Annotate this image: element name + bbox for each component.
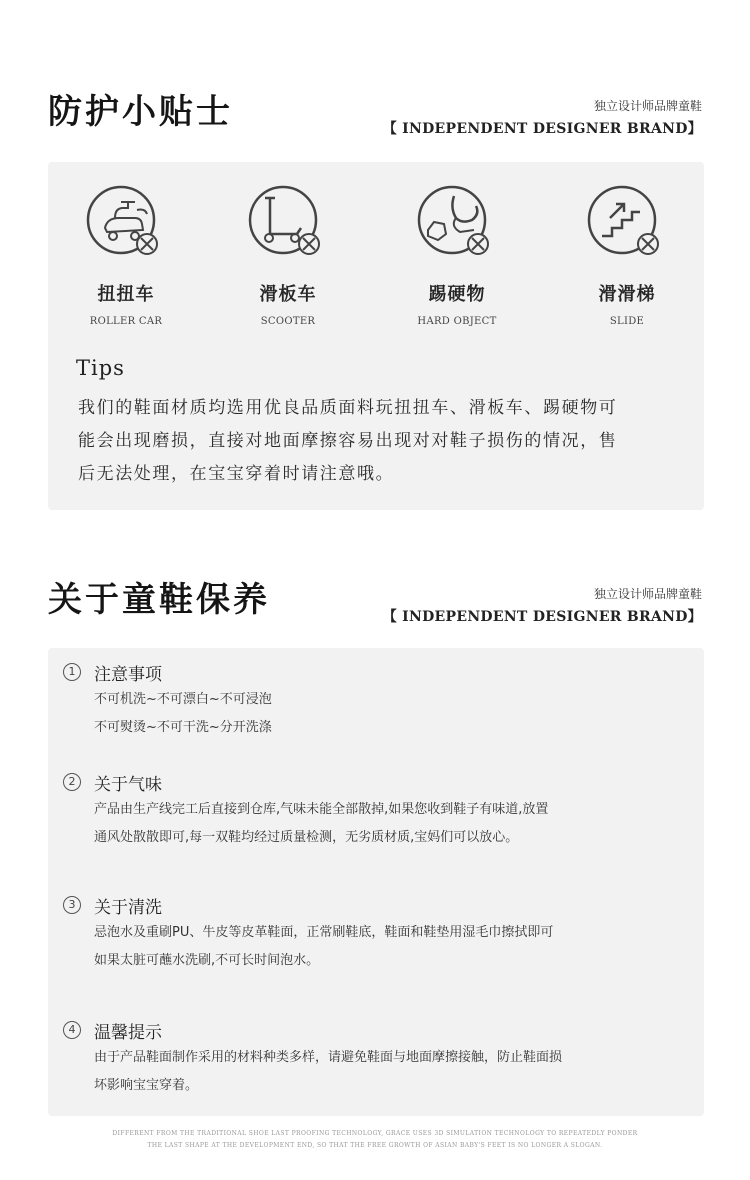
scooter-icon — [247, 184, 329, 266]
care-number: 1 — [63, 663, 81, 681]
footer-text — [0, 1128, 750, 1152]
care-body — [94, 1044, 674, 1100]
care-line: 忌泡水及重刷PU、牛皮等皮革鞋面，正常刷鞋底，鞋面和鞋垫用湿毛巾擦拭即可 — [94, 925, 554, 940]
icon-label-en: ROLLER CAR — [89, 316, 163, 327]
care-number: 4 — [63, 1021, 81, 1039]
brand-en: 【 INDEPENDENT DESIGNER BRAND】 — [382, 609, 702, 625]
icon-item-roller-car — [51, 184, 201, 327]
icon-label-en: SLIDE — [609, 316, 645, 327]
icon-label-cn: 扭扭车 — [97, 284, 155, 305]
brand-cn: 独立设计师品牌童鞋 — [593, 587, 702, 601]
care-body — [94, 686, 674, 742]
icon-item-scooter — [213, 184, 363, 327]
hard-object-icon — [416, 184, 498, 266]
tips-body — [78, 392, 684, 491]
tips-heading: Tips — [76, 356, 125, 380]
section2-brand — [383, 585, 702, 626]
tips-panel — [48, 162, 704, 510]
icon-label-cn: 滑板车 — [259, 284, 317, 305]
slide-icon — [586, 184, 668, 266]
icon-item-slide — [552, 184, 702, 327]
icon-label-en: HARD OBJECT — [417, 316, 497, 327]
care-heading: 关于清洗 — [94, 898, 162, 918]
tips-line: 能会出现磨损，直接对地面摩擦容易出现对对鞋子损伤的情况，售 — [78, 431, 618, 451]
care-line: 由于产品鞋面制作采用的材料种类多样，请避免鞋面与地面摩擦接触，防止鞋面损 — [94, 1050, 563, 1065]
brand-cn: 独立设计师品牌童鞋 — [593, 99, 702, 113]
section2-title: 关于童鞋保养 — [48, 580, 270, 620]
section1-brand — [383, 97, 702, 138]
section1-title: 防护小贴士 — [48, 92, 233, 132]
care-number: 3 — [63, 896, 81, 914]
care-line: 如果太脏可蘸水洗刷,不可长时间泡水。 — [94, 953, 320, 968]
roller-car-icon — [85, 184, 167, 266]
care-heading: 温馨提示 — [94, 1023, 162, 1043]
care-number: 2 — [63, 773, 81, 791]
care-line: 通风处散散即可,每一双鞋均经过质量检测，无劣质材质,宝妈们可以放心。 — [94, 830, 519, 845]
icon-row — [48, 184, 704, 327]
footer-line: DIFFERENT FROM THE TRADITIONAL SHOE LAST PROOFING TECHNOLOGY, GRACE USES 3D SIMULATION TECHNOLOGY TO REPEATEDLY PONDER — [112, 1130, 638, 1137]
footer-line: THE LAST SHAPE AT THE DEVELOPMENT END, SO THAT THE FREE GROWTH OF ASIAN BABY'S FEET IS NO LONGER A SLOGAN. — [147, 1142, 603, 1149]
icon-label-en: SCOOTER — [260, 316, 316, 327]
tips-line: 我们的鞋面材质均选用优良品质面料玩扭扭车、滑板车、踢硬物可 — [78, 398, 618, 418]
icon-label-cn: 滑滑梯 — [598, 284, 656, 305]
care-body — [94, 796, 674, 852]
care-line: 不可机洗~不可漂白~不可浸泡 — [94, 692, 272, 707]
care-heading: 关于气味 — [94, 775, 162, 795]
brand-en: 【 INDEPENDENT DESIGNER BRAND】 — [382, 121, 702, 137]
care-heading: 注意事项 — [94, 665, 162, 685]
icon-label-cn: 踢硬物 — [428, 284, 486, 305]
icon-item-hard-object — [382, 184, 532, 327]
tips-line: 后无法处理，在宝宝穿着时请注意哦。 — [78, 464, 395, 484]
care-line: 不可熨烫~不可干洗~分开洗涤 — [94, 720, 272, 735]
care-panel — [48, 648, 704, 1116]
care-body — [94, 919, 674, 975]
care-line: 坏影响宝宝穿着。 — [94, 1078, 199, 1093]
care-line: 产品由生产线完工后直接到仓库,气味未能全部散掉,如果您收到鞋子有味道,放置 — [94, 802, 549, 817]
